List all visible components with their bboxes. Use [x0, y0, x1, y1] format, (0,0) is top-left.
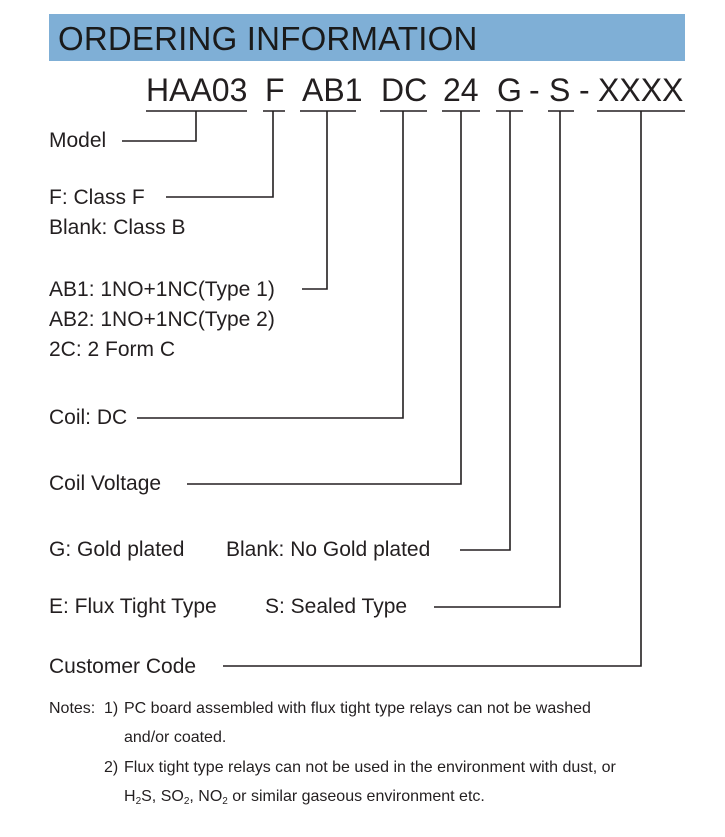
label-sealed: S: Sealed Type: [265, 595, 408, 618]
label-class-f: F: Class F: [49, 186, 145, 209]
code-voltage: 24: [443, 72, 479, 108]
code-contact: AB1: [302, 72, 363, 108]
code-dash-1: -: [529, 72, 540, 108]
note-2-s-so: S, SO: [141, 788, 184, 805]
leader-insulation: [166, 111, 273, 197]
leader-contact: [302, 111, 327, 289]
leader-plating: [460, 111, 510, 550]
note-1-line-2: and/or coated.: [124, 729, 227, 746]
section-title: ORDERING INFORMATION: [58, 20, 478, 57]
code-model: HAA03: [146, 72, 248, 108]
note-2-sub-b: 2: [183, 796, 190, 807]
label-model: Model: [49, 129, 107, 152]
code-customer: XXXX: [598, 72, 684, 108]
code-coil-type: DC: [381, 72, 428, 108]
label-customer-code: Customer Code: [49, 655, 197, 678]
label-coil: Coil: DC: [49, 406, 128, 429]
note-1-number: 1): [104, 700, 119, 717]
leader-sealing: [434, 111, 560, 607]
label-ab1: AB1: 1NO+1NC(Type 1): [49, 278, 275, 301]
label-class-b: Blank: Class B: [49, 216, 186, 239]
code-dash-2: -: [579, 72, 590, 108]
code-sealing: S: [549, 72, 571, 108]
label-2-form-c: 2C: 2 Form C: [49, 338, 176, 361]
note-2-number: 2): [104, 759, 119, 776]
note-2-line-1: Flux tight type relays can not be used in the environment with dust, or: [124, 759, 616, 776]
leader-customer: [223, 111, 641, 666]
label-flux-tight: E: Flux Tight Type: [49, 595, 217, 618]
note-2-sub-c: 2: [222, 796, 228, 807]
note-2-line-2: [124, 788, 485, 807]
note-2-rest: or similar gaseous environment etc.: [227, 788, 485, 805]
label-coil-voltage: Coil Voltage: [49, 472, 162, 495]
note-2-sub-a: 2: [135, 796, 142, 807]
note-1-line-1: PC board assembled with flux tight type relays can not be washed: [124, 700, 591, 717]
leader-model: [122, 111, 196, 141]
note-2-h: H: [124, 788, 136, 805]
code-plating: G: [497, 72, 522, 108]
label-no-gold-plated: Blank: No Gold plated: [226, 538, 431, 561]
notes-prefix: Notes:: [49, 700, 96, 717]
label-ab2: AB2: 1NO+1NC(Type 2): [49, 308, 275, 331]
code-insulation: F: [265, 72, 285, 108]
label-gold-plated: G: Gold plated: [49, 538, 185, 561]
note-2-no: , NO: [189, 788, 223, 805]
leader-coil: [137, 111, 403, 418]
